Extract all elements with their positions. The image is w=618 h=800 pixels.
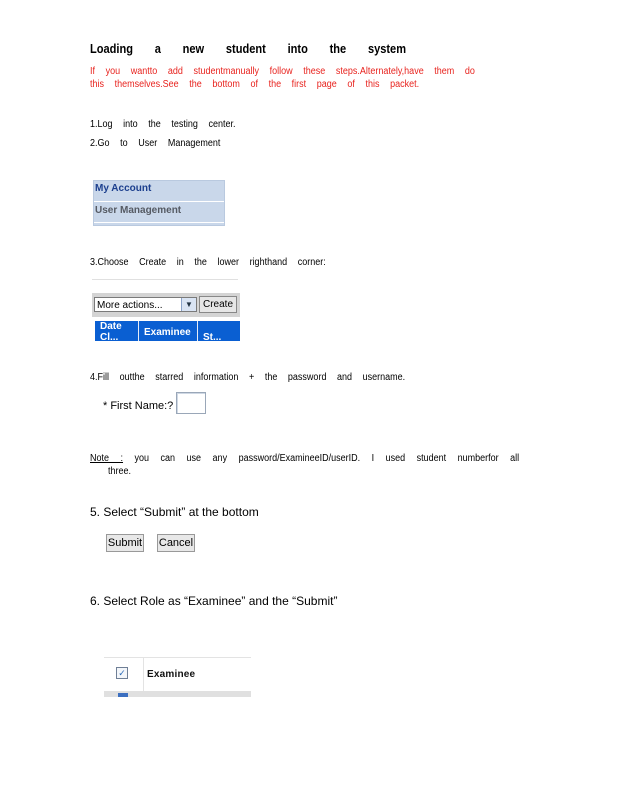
note-text: you can use any password/ExamineeID/userID. I used student numberfor all: [134, 453, 520, 464]
role-label-examinee: Examinee: [147, 669, 196, 680]
column-header-status[interactable]: St...: [203, 332, 222, 341]
column-header-date[interactable]: Date Cl...: [100, 321, 122, 341]
table-border: [104, 657, 251, 658]
intro-line-1: If you wantto add studentmanually follow these steps.Alternately,have them do: [90, 66, 475, 77]
examinee-checkbox[interactable]: ✓: [116, 667, 128, 679]
chevron-down-icon[interactable]: ▼: [181, 298, 196, 311]
first-name-label: * First Name:?: [103, 400, 174, 412]
next-row-checkbox[interactable]: [118, 693, 128, 697]
step-2: 2.Go to User Management: [90, 138, 221, 149]
submit-button[interactable]: Submit: [106, 534, 144, 552]
intro-line-2: this themselves.See the bottom of the first page of this packet.: [90, 79, 420, 90]
more-actions-select[interactable]: [94, 297, 197, 312]
menu-divider: [94, 201, 224, 202]
first-name-input[interactable]: [176, 392, 206, 414]
create-widget: [92, 293, 240, 341]
note-line-2: three.: [108, 466, 132, 477]
step-4: 4.Fill outthe starred information + the password and username.: [90, 372, 406, 383]
table-header: [95, 321, 240, 341]
step-1: 1.Log into the testing center.: [90, 119, 236, 130]
select-value: More actions...: [97, 300, 163, 311]
page-title: Loading a new student into the system: [90, 41, 407, 56]
note-line: [90, 453, 519, 464]
divider-line: [92, 279, 238, 280]
step-5: 5. Select “Submit” at the bottom: [90, 505, 259, 519]
menu-divider: [94, 222, 224, 223]
actions-bar: [92, 293, 240, 317]
cancel-button[interactable]: Cancel: [157, 534, 195, 552]
note-label: Note :: [90, 453, 124, 464]
account-menu: [93, 180, 225, 226]
create-button[interactable]: Create: [199, 296, 237, 313]
role-table: [104, 657, 251, 697]
menu-item-my-account[interactable]: My Account: [95, 183, 152, 194]
column-header-examinee[interactable]: Examinee: [144, 327, 191, 338]
menu-item-user-management[interactable]: User Management: [95, 205, 182, 216]
step-3: 3.Choose Create in the lower righthand corner:: [90, 257, 326, 268]
step-6: 6. Select Role as “Examinee” and the “Submit”: [90, 594, 338, 608]
